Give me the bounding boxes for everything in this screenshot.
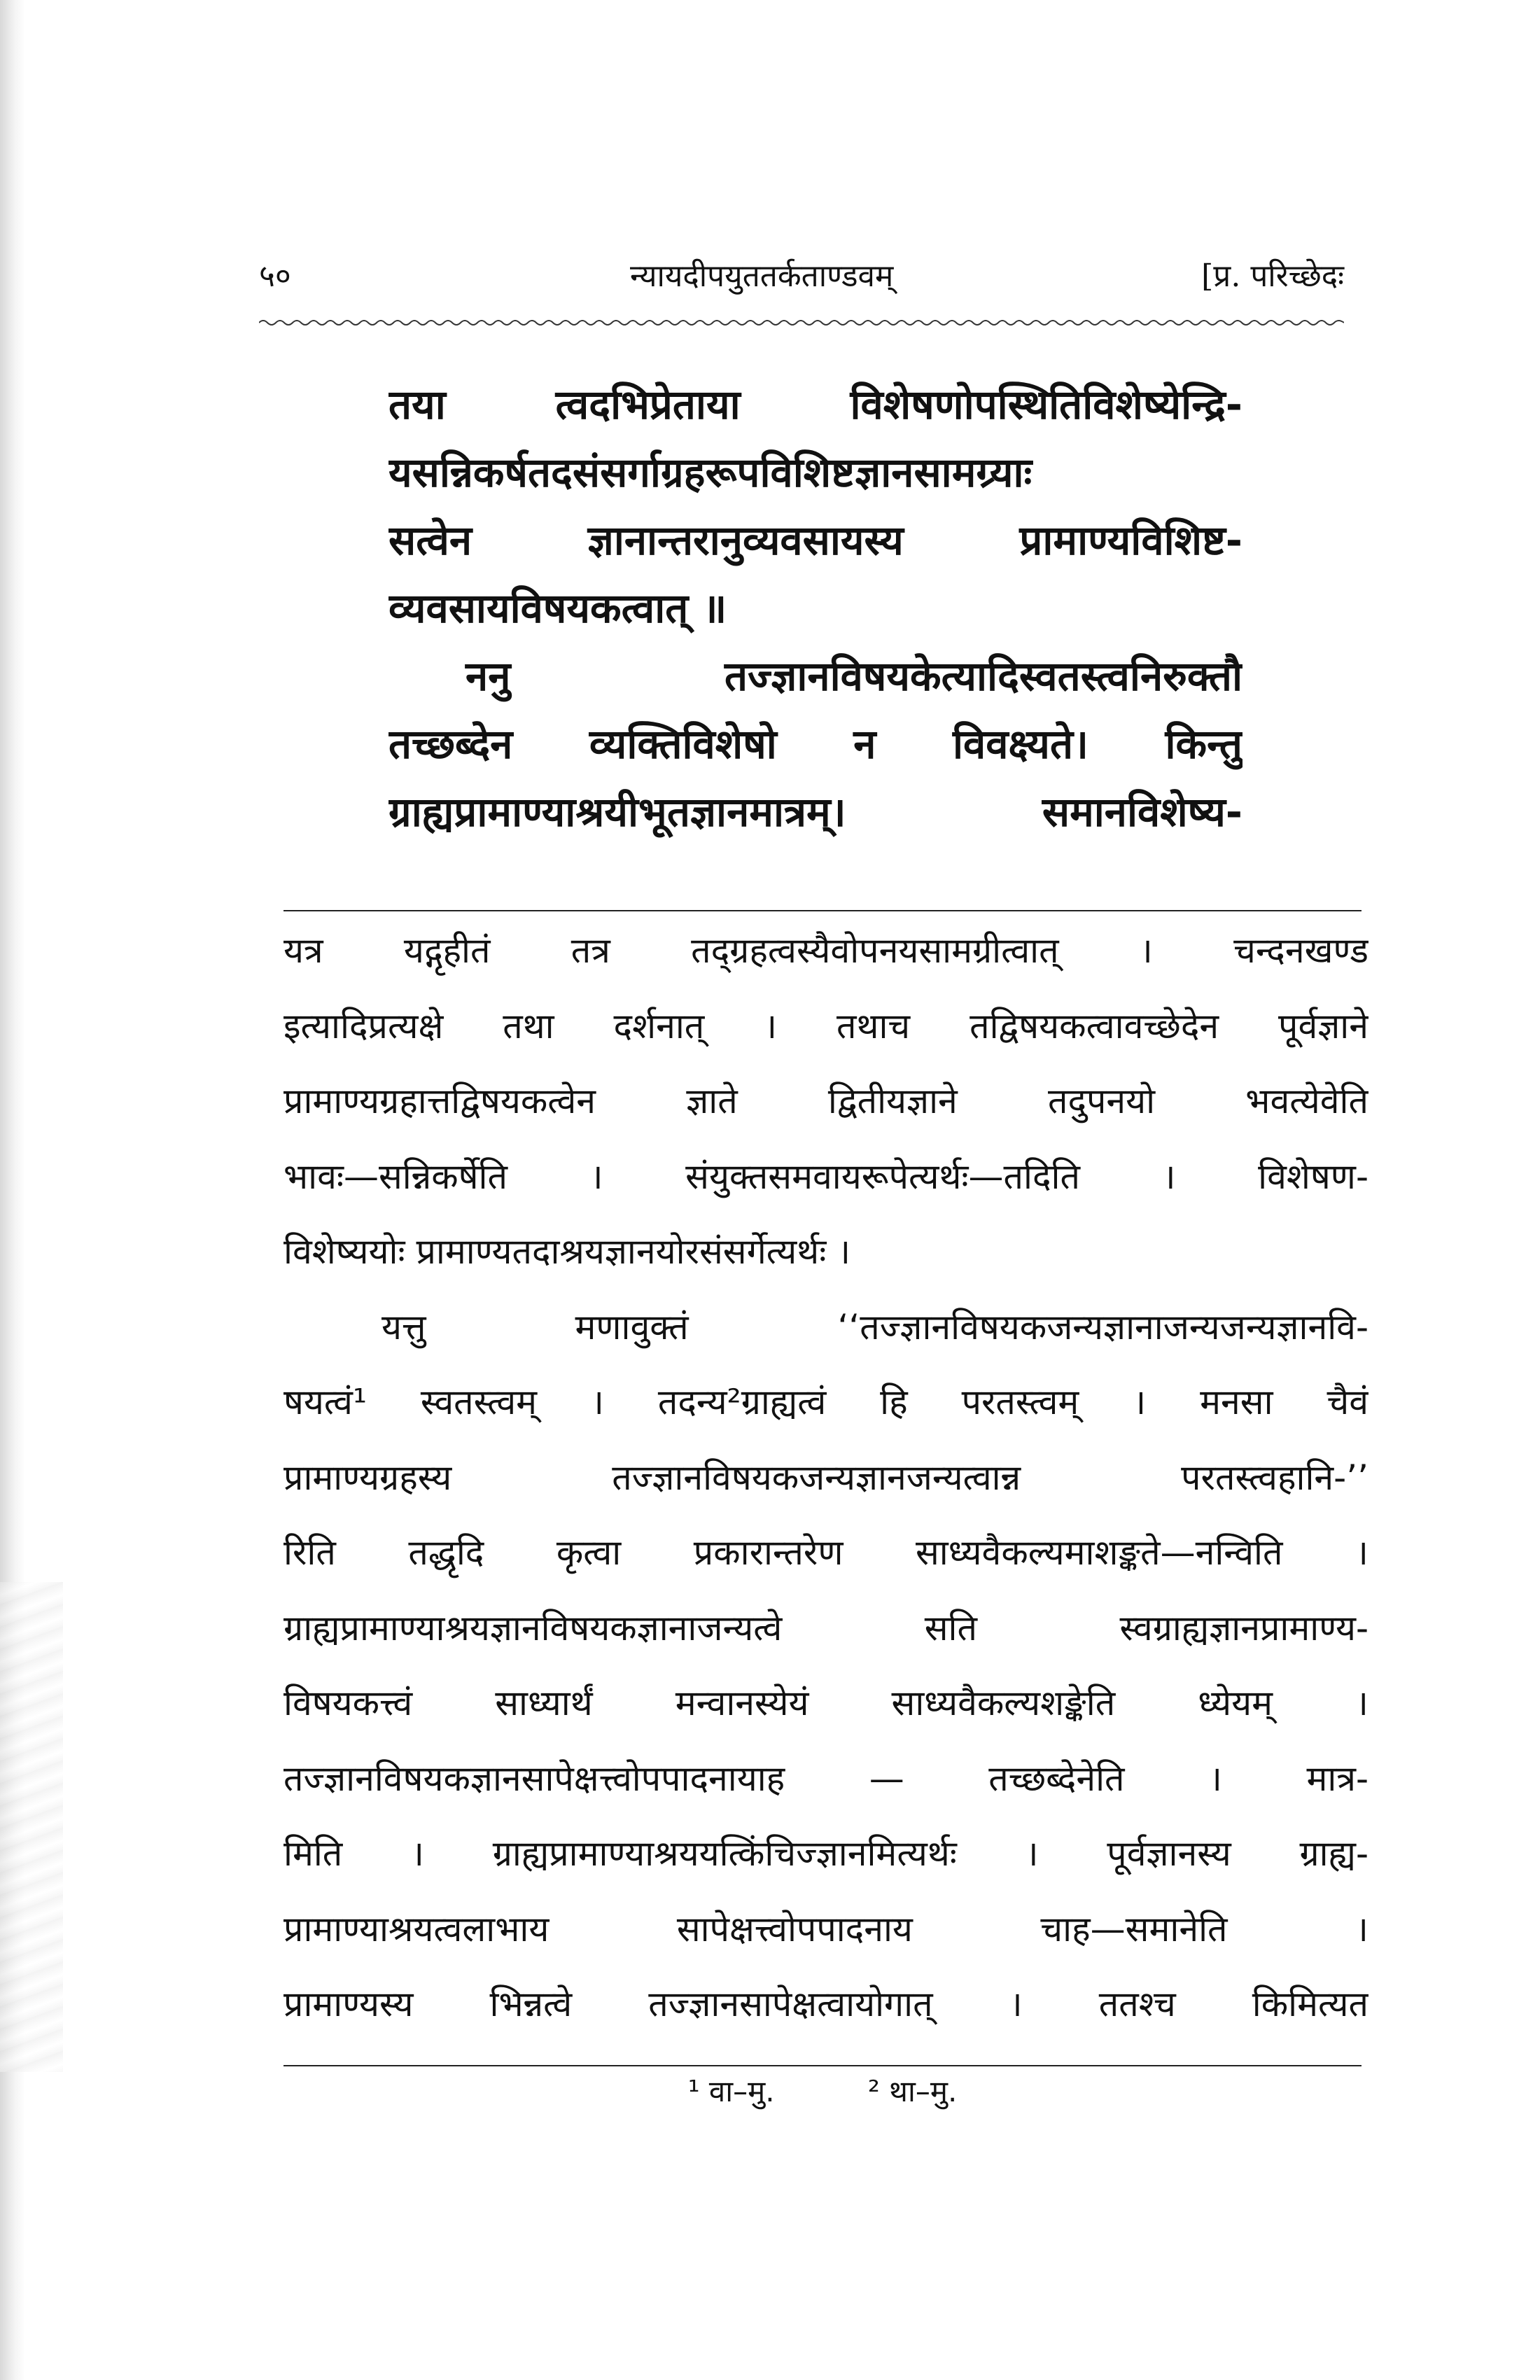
page-number: ५० [259, 258, 291, 294]
verse-line: सत्वेन ज्ञानान्तरानुव्यवसायस्य प्रामाण्यविशिष्ट- [388, 517, 1242, 564]
commentary-line: भावः—सन्निकर्षेति । संयुक्तसमवायरूपेत्यर्थः—तदिति । विशेषण- [284, 1156, 1368, 1197]
commentary-line: रिति तद्धृदि कृत्वा प्रकारान्तरेण साध्यवैकल्यमाशङ्कते—नन्विति । [284, 1532, 1368, 1573]
verse-line: व्यवसायविषयकत्वात् ॥ [388, 584, 727, 632]
verse-line: तया त्वदभिप्रेताया विशेषणोपस्थितिविशेष्येन्द्रि- [388, 381, 1242, 428]
commentary-line: विषयकत्त्वं साध्यार्थं मन्वानस्येयं साध्यवैकल्यशङ्केति ध्येयम् । [284, 1683, 1368, 1723]
commentary-line: प्रामाण्याश्रयत्वलाभाय सापेक्षत्त्वोपपादनाय चाह—समानेति । [284, 1908, 1368, 1949]
commentary-line: यत्र यद्गृहीतं तत्र तद्ग्रहत्वस्यैवोपनयसामग्रीत्वात् । चन्दनखण्ड [284, 930, 1368, 971]
commentary-line: प्रामाण्यग्रहात्तद्विषयकत्वेन ज्ञाते द्वितीयज्ञाने तदुपनयो भवत्येवेति [284, 1081, 1368, 1121]
footnote-divider [284, 2065, 1362, 2066]
torn-page-edge [0, 1582, 63, 2072]
footnote: ¹ वा–मु. [687, 2074, 775, 2108]
commentary-line: तज्ज्ञानविषयकज्ञानसापेक्षत्त्वोपपादनायाह — तच्छब्देनेति । मात्र- [284, 1758, 1368, 1799]
commentary-divider [284, 910, 1362, 911]
verse-line: ननु तज्ज्ञानविषयकेत्यादिस्वतस्त्वनिरुक्तौ [465, 652, 1242, 700]
commentary-line: विशेष्ययोः प्रामाण्यतदाश्रयज्ञानयोरसंसर्गेत्यर्थः । [284, 1231, 851, 1272]
commentary-text [284, 913, 1368, 2043]
commentary-line: मिति । ग्राह्यप्रामाण्याश्रययत्किंचिज्ज्ञानमित्यर्थः । पूर्वज्ञानस्य ग्राह्य- [284, 1833, 1368, 1874]
commentary-line: इत्यादिप्रत्यक्षे तथा दर्शनात् । तथाच तद्विषयकत्वावच्छेदेन पूर्वज्ञाने [284, 1005, 1368, 1046]
verse-line: यसन्निकर्षतदसंसर्गाग्रहरूपविशिष्टज्ञानसामग्र्याः [388, 449, 1032, 496]
commentary-line: प्रामाण्यस्य भिन्नत्वे तज्ज्ञानसापेक्षत्वायोगात् । ततश्च किमित्यत [284, 1984, 1368, 2024]
commentary-line: प्रामाण्यग्रहस्य तज्ज्ञानविषयकजन्यज्ञानजन्यत्वान्न परतस्त्वहानि-’’ [284, 1457, 1368, 1498]
commentary-line: यत्तु मणावुक्तं ‘‘तज्ज्ञानविषयकजन्यज्ञानाजन्यजन्यज्ञानवि- [382, 1306, 1368, 1348]
verse-line: तच्छब्देन व्यक्तिविशेषो न विवक्ष्यते। किन्तु [388, 720, 1242, 768]
footnotes [284, 2071, 1362, 2113]
commentary-line: षयत्वं¹ स्वतस्त्वम् । तदन्य²ग्राह्यत्वं हि परतस्त्वम् । मनसा चैवं [284, 1382, 1368, 1422]
header-wavy-rule [259, 318, 1344, 327]
chapter-label: [प्र. परिच्छेदः [1201, 258, 1344, 294]
running-header [259, 255, 1344, 298]
running-title: न्यायदीपयुततर्कताण्डवम् [630, 258, 894, 294]
footnote: ² था–मु. [867, 2074, 958, 2108]
commentary-line: ग्राह्यप्रामाण्याश्रयज्ञानविषयकज्ञानाजन्यत्वे सति स्वग्राह्यज्ञानप्रामाण्य- [284, 1607, 1368, 1648]
root-verse-text [388, 371, 1242, 846]
verse-line: ग्राह्यप्रामाण्याश्रयीभूतज्ञानमात्रम्। समानविशेष्य- [388, 788, 1242, 836]
